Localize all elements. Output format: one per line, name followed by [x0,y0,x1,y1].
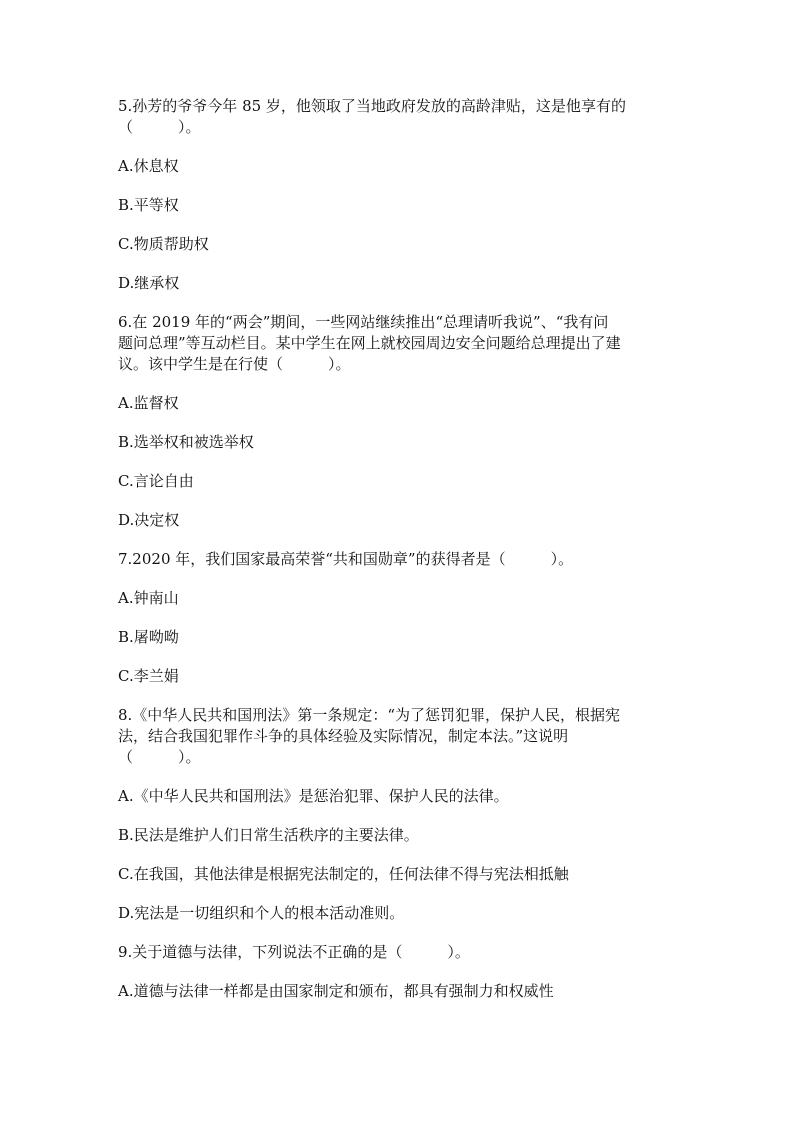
option-a: A.《中华人民共和国刑法》是惩治犯罪、保护人民的法律。 [118,787,509,805]
question-stem [118,96,678,138]
question-stem [118,549,678,570]
option-c: C.物质帮助权 [118,235,209,253]
option-b: B.屠呦呦 [118,628,179,646]
option-a: A.休息权 [118,157,179,175]
option-c: C.李兰娟 [118,667,179,685]
question-9 [118,942,678,1002]
stem-line: （ ）。 [118,748,201,766]
stem-line: 7.2020 年，我们国家最高荣誉“共和国勋章”的获得者是（ ）。 [118,550,574,568]
question-7 [118,549,678,687]
option-a: A.道德与法律一样都是由国家制定和颁布，都具有强制力和权威性 [118,982,554,1000]
question-stem [118,312,678,375]
question-stem [118,942,678,963]
option-c: C.言论自由 [118,472,194,490]
option-d: D.宪法是一切组织和个人的根本活动准则。 [118,904,405,922]
stem-line: 题问总理”等互动栏目。某中学生在网上就校园周边安全问题给总理提出了建 [118,334,621,352]
option-c: C.在我国，其他法律是根据宪法制定的，任何法律不得与宪法相抵触 [118,865,569,883]
stem-line: 法，结合我国犯罪作斗争的具体经验及实际情况，制定本法。”这说明 [118,727,569,745]
question-stem [118,705,678,768]
option-b: B.民法是维护人们日常生活秩序的主要法律。 [118,826,419,844]
option-d: D.继承权 [118,274,180,292]
option-d: D.决定权 [118,511,180,529]
exam-page [118,96,678,1020]
question-6 [118,312,678,531]
option-b: B.平等权 [118,196,179,214]
stem-line: 8.《中华人民共和国刑法》第一条规定：“为了惩罚犯罪，保护人民，根据宪 [118,706,620,724]
stem-line: 6.在 2019 年的“两会”期间，一些网站继续推出“总理请听我说”、“我有问 [118,313,609,331]
stem-line: 5.孙芳的爷爷今年 85 岁，他领取了当地政府发放的高龄津贴，这是他享有的 [118,97,626,115]
option-a: A.钟南山 [118,589,179,607]
stem-line: 9.关于道德与法律，下列说法不正确的是（ ）。 [118,943,470,961]
option-a: A.监督权 [118,394,179,412]
option-b: B.选举权和被选举权 [118,433,254,451]
question-5 [118,96,678,294]
question-8 [118,705,678,924]
stem-line: 议。该中学生是在行使（ ）。 [118,355,351,373]
stem-line: （ ）。 [118,118,201,136]
